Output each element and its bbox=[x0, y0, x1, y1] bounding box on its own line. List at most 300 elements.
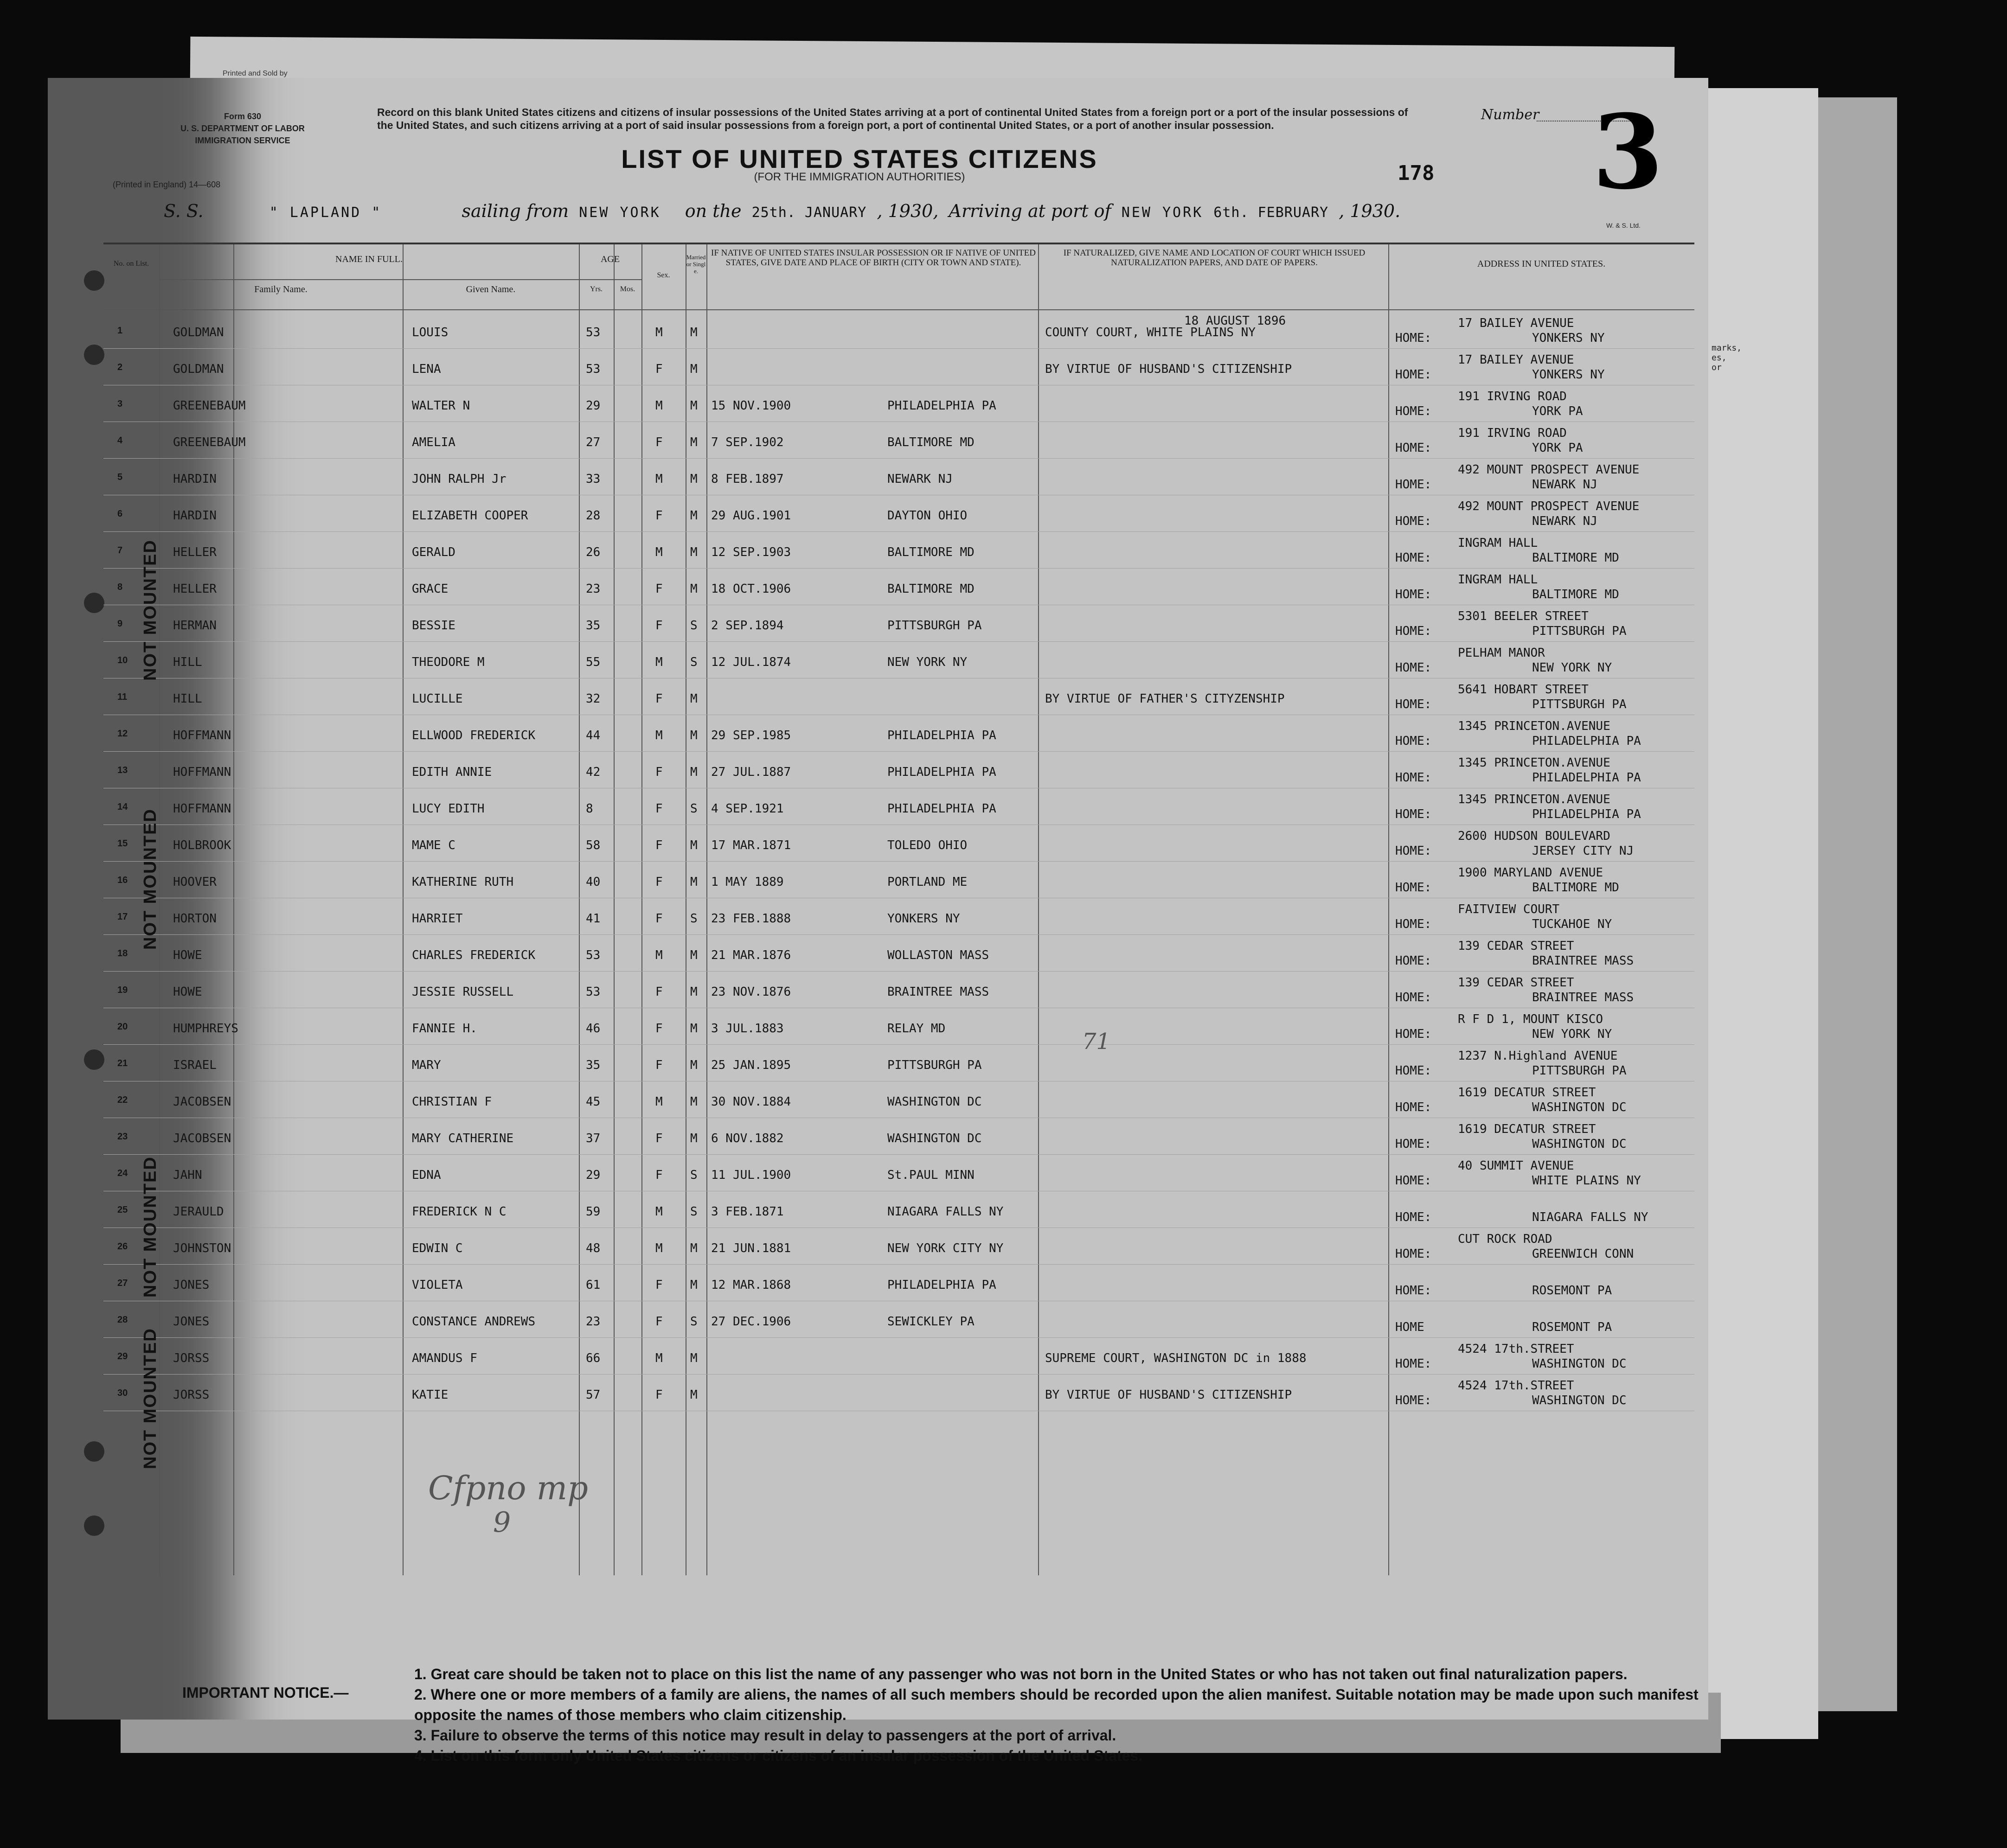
cell-bdate: 23 FEB.1888 bbox=[711, 912, 791, 926]
cell-given: MARY CATHERINE bbox=[412, 1132, 514, 1145]
cell-address-line1: INGRAM HALL bbox=[1458, 536, 1538, 550]
cell-address-line2: NEW YORK NY bbox=[1532, 1027, 1612, 1041]
table-row bbox=[103, 312, 1694, 349]
table-row bbox=[103, 788, 1694, 825]
cell-age: 42 bbox=[586, 765, 601, 779]
cell-address-line2: PITTSBURGH PA bbox=[1532, 1064, 1627, 1078]
header-name-in-full: NAME IN FULL. bbox=[335, 254, 403, 264]
cell-age: 8 bbox=[586, 802, 593, 816]
cell-given: MARY bbox=[412, 1058, 441, 1072]
cell-given: LUCY EDITH bbox=[412, 802, 485, 816]
header-naturalized: IF NATURALIZED, GIVE NAME AND LOCATION OF COURT WHICH ISSUED NATURALIZATION PAPERS, AND DATE OF PAPERS. bbox=[1063, 248, 1366, 268]
cell-sex: F bbox=[655, 692, 663, 706]
header-sex: Sex. bbox=[657, 271, 670, 279]
cell-given: FANNIE H. bbox=[412, 1022, 477, 1036]
cell-given: AMANDUS F bbox=[412, 1351, 477, 1365]
binder-hole bbox=[84, 1515, 104, 1536]
cell-bdate: 25 JAN.1895 bbox=[711, 1058, 791, 1072]
cell-address-line2: BRAINTREE MASS bbox=[1532, 954, 1634, 968]
cell-bdate: 1 MAY 1889 bbox=[711, 875, 784, 889]
cell-home-label: HOME: bbox=[1395, 1284, 1432, 1298]
cell-bplace: DAYTON OHIO bbox=[887, 509, 968, 523]
table-row bbox=[103, 825, 1694, 862]
cell-age: 53 bbox=[586, 326, 601, 339]
cell-given: LOUIS bbox=[412, 326, 449, 339]
cell-given: CHRISTIAN F bbox=[412, 1095, 492, 1109]
cell-address-line1: 139 CEDAR STREET bbox=[1458, 939, 1574, 953]
cell-age: 26 bbox=[586, 545, 601, 559]
binder-hole bbox=[84, 270, 104, 291]
binder-hole bbox=[84, 593, 104, 613]
handwritten-annotation: 9 bbox=[493, 1506, 511, 1539]
cell-address-line1: 5641 HOBART STREET bbox=[1458, 683, 1589, 697]
stamp-not-mounted: NOT MOUNTED bbox=[141, 1328, 160, 1469]
cell-address-line1: 1345 PRINCETON.AVENUE bbox=[1458, 719, 1610, 733]
cell-sex: M bbox=[655, 729, 663, 742]
cell-no: 29 bbox=[117, 1351, 128, 1362]
table-row bbox=[103, 1008, 1694, 1045]
cell-given: EDWIN C bbox=[412, 1241, 463, 1255]
cell-address-line1: 2600 HUDSON BOULEVARD bbox=[1458, 829, 1610, 843]
cell-bplace: RELAY MD bbox=[887, 1022, 946, 1036]
notice-label: IMPORTANT NOTICE.— bbox=[182, 1684, 349, 1701]
cell-address-line1: R F D 1, MOUNT KISCO bbox=[1458, 1012, 1603, 1026]
cell-family: HERMAN bbox=[173, 619, 217, 633]
cell-address-line1: INGRAM HALL bbox=[1458, 573, 1538, 587]
cell-bplace: PORTLAND ME bbox=[887, 875, 968, 889]
cell-bdate: 18 OCT.1906 bbox=[711, 582, 791, 596]
cell-home-label: HOME: bbox=[1395, 881, 1432, 895]
cell-nat: SUPREME COURT, WASHINGTON DC in 1888 bbox=[1045, 1351, 1307, 1365]
cell-given: HARRIET bbox=[412, 912, 463, 926]
cell-ms: M bbox=[690, 326, 698, 339]
cell-home-label: HOME: bbox=[1395, 991, 1432, 1004]
arrival-port: NEW YORK bbox=[1121, 205, 1204, 221]
cell-no: 24 bbox=[117, 1168, 128, 1178]
cell-no: 9 bbox=[117, 619, 123, 629]
cell-sex: M bbox=[655, 399, 663, 413]
cell-ms: M bbox=[690, 582, 698, 596]
cell-no: 23 bbox=[117, 1132, 128, 1142]
cell-address-line1: 191 IRVING ROAD bbox=[1458, 390, 1567, 403]
cell-home-label: HOME: bbox=[1395, 661, 1432, 675]
cell-family: HOFFMANN bbox=[173, 729, 231, 742]
table-row bbox=[103, 934, 1694, 972]
cell-address-line1: 1345 PRINCETON.AVENUE bbox=[1458, 756, 1610, 770]
cell-sex: M bbox=[655, 1095, 663, 1109]
cell-sex: F bbox=[655, 802, 663, 816]
cell-bplace: WASHINGTON DC bbox=[887, 1132, 982, 1145]
cell-age: 53 bbox=[586, 985, 601, 999]
cell-no: 20 bbox=[117, 1022, 128, 1032]
cell-no: 11 bbox=[117, 692, 128, 702]
cell-no: 16 bbox=[117, 875, 128, 885]
cell-address-line1: FAITVIEW COURT bbox=[1458, 902, 1560, 916]
table-row bbox=[103, 1374, 1694, 1411]
cell-family: JORSS bbox=[173, 1388, 210, 1402]
cell-age: 44 bbox=[586, 729, 601, 742]
cell-address-line2: YONKERS NY bbox=[1532, 368, 1605, 382]
cell-age: 23 bbox=[586, 1315, 601, 1329]
cell-age: 45 bbox=[586, 1095, 601, 1109]
table-row bbox=[103, 971, 1694, 1008]
cell-ms: S bbox=[690, 619, 698, 633]
cell-bdate: 12 JUL.1874 bbox=[711, 655, 791, 669]
cell-sex: F bbox=[655, 985, 663, 999]
cell-sex: F bbox=[655, 1315, 663, 1329]
cell-address-line2: NEW YORK NY bbox=[1532, 661, 1612, 675]
cell-address-line2: PHILADELPHIA PA bbox=[1532, 807, 1641, 821]
cell-bplace: PHILADELPHIA PA bbox=[887, 399, 996, 413]
table-row bbox=[103, 1081, 1694, 1118]
cell-given: GRACE bbox=[412, 582, 449, 596]
cell-bplace: PHILADELPHIA PA bbox=[887, 765, 996, 779]
cell-home-label: HOME: bbox=[1395, 734, 1432, 748]
cell-address-line1: 17 BAILEY AVENUE bbox=[1458, 353, 1574, 367]
ship-name: " LAPLAND " bbox=[269, 205, 382, 221]
cell-ms: M bbox=[690, 1388, 698, 1402]
cell-home-label: HOME: bbox=[1395, 697, 1432, 711]
handwritten-mark: 71 bbox=[1082, 1029, 1111, 1055]
cell-home-label: HOME: bbox=[1395, 1100, 1432, 1114]
binder-hole bbox=[84, 345, 104, 365]
cell-ms: S bbox=[690, 912, 698, 926]
header-mos: Mos. bbox=[620, 285, 635, 293]
cell-no: 8 bbox=[117, 582, 123, 592]
cell-home-label: HOME: bbox=[1395, 771, 1432, 785]
cell-address-line1: 5301 BEELER STREET bbox=[1458, 609, 1589, 623]
cell-age: 55 bbox=[586, 655, 601, 669]
cell-address-line1: 4524 17th.STREET bbox=[1458, 1379, 1574, 1393]
cell-address-line1: 492 MOUNT PROSPECT AVENUE bbox=[1458, 463, 1640, 477]
table-row bbox=[103, 1154, 1694, 1191]
cell-address-line2: JERSEY CITY NJ bbox=[1532, 844, 1634, 858]
cell-nat: COUNTY COURT, WHITE PLAINS NY bbox=[1045, 326, 1256, 339]
printed-sold-note: Printed and Sold by bbox=[223, 70, 288, 77]
cell-age: 58 bbox=[586, 838, 601, 852]
cell-no: 15 bbox=[117, 838, 128, 849]
table-row bbox=[103, 861, 1694, 898]
cell-ms: M bbox=[690, 1278, 698, 1292]
cell-sex: M bbox=[655, 948, 663, 962]
cell-given: CONSTANCE ANDREWS bbox=[412, 1315, 536, 1329]
table-row bbox=[103, 641, 1694, 678]
notice-item: 4. List on this form only United States citizens or citizens of an insular possession of the United States. bbox=[414, 1747, 1143, 1764]
cell-family: HOOVER bbox=[173, 875, 217, 889]
cell-no: 19 bbox=[117, 985, 128, 995]
cell-nat: BY VIRTUE OF FATHER'S CITYZENSHIP bbox=[1045, 692, 1285, 706]
header-birth: IF NATIVE OF UNITED STATES INSULAR POSSESSION OR IF NATIVE OF UNITED STATES, GIVE DATE AND PLACE OF BIRTH (CITY OR TOWN AND STATE). bbox=[711, 248, 1036, 268]
cell-address-line2: PITTSBURGH PA bbox=[1532, 697, 1627, 711]
cell-address-line2: PITTSBURGH PA bbox=[1532, 624, 1627, 638]
cell-bplace: PITTSBURGH PA bbox=[887, 1058, 982, 1072]
cell-address-line2: TUCKAHOE NY bbox=[1532, 917, 1612, 931]
cell-address-line2: WHITE PLAINS NY bbox=[1532, 1174, 1641, 1188]
table-row bbox=[103, 495, 1694, 532]
cell-ms: S bbox=[690, 802, 698, 816]
cell-bdate: 3 JUL.1883 bbox=[711, 1022, 784, 1036]
cell-address-line1: 139 CEDAR STREET bbox=[1458, 976, 1574, 990]
cell-bplace: St.PAUL MINN bbox=[887, 1168, 975, 1182]
cell-sex: M bbox=[655, 1241, 663, 1255]
cell-bplace: BRAINTREE MASS bbox=[887, 985, 989, 999]
sailing-line bbox=[164, 201, 1685, 221]
cell-sex: F bbox=[655, 1022, 663, 1036]
cell-sex: M bbox=[655, 655, 663, 669]
background-sheet-far-right bbox=[1818, 97, 1897, 1711]
cell-bdate: 7 SEP.1902 bbox=[711, 435, 784, 449]
header-rule bbox=[159, 279, 641, 280]
cell-bdate: 29 AUG.1901 bbox=[711, 509, 791, 523]
cell-ms: M bbox=[690, 1022, 698, 1036]
on-the-label: on the bbox=[685, 201, 742, 221]
header-yrs: Yrs. bbox=[590, 285, 603, 293]
cell-ms: M bbox=[690, 362, 698, 376]
cell-address-line2: NIAGARA FALLS NY bbox=[1532, 1210, 1648, 1224]
cell-sex: F bbox=[655, 619, 663, 633]
cell-sex: F bbox=[655, 1132, 663, 1145]
cell-address-line2: YORK PA bbox=[1532, 404, 1583, 418]
cell-no: 22 bbox=[117, 1095, 128, 1105]
cell-given: ELLWOOD FREDERICK bbox=[412, 729, 536, 742]
table-row bbox=[103, 1118, 1694, 1155]
table-row bbox=[103, 422, 1694, 459]
cell-bdate: 30 NOV.1884 bbox=[711, 1095, 791, 1109]
cell-home-label: HOME: bbox=[1395, 844, 1432, 858]
cell-address-line2: PHILADELPHIA PA bbox=[1532, 734, 1641, 748]
table-row bbox=[103, 678, 1694, 715]
cell-age: 66 bbox=[586, 1351, 601, 1365]
cell-bdate: 21 MAR.1876 bbox=[711, 948, 791, 962]
page-title: LIST OF UNITED STATES CITIZENS bbox=[621, 144, 1098, 173]
cell-bplace: BALTIMORE MD bbox=[887, 582, 975, 596]
cell-family: HOWE bbox=[173, 985, 202, 999]
cell-home-label: HOME: bbox=[1395, 1064, 1432, 1078]
cell-bplace: YONKERS NY bbox=[887, 912, 960, 926]
cell-ms: M bbox=[690, 545, 698, 559]
cell-family: HOFFMANN bbox=[173, 802, 231, 816]
cell-sex: M bbox=[655, 1205, 663, 1219]
passenger-table bbox=[103, 243, 1694, 1575]
cell-given: MAME C bbox=[412, 838, 455, 852]
cell-family: HARDIN bbox=[173, 509, 217, 523]
cell-address-line1: 1345 PRINCETON.AVENUE bbox=[1458, 793, 1610, 806]
cell-age: 35 bbox=[586, 1058, 601, 1072]
cell-given: LUCILLE bbox=[412, 692, 463, 706]
cell-address-line2: BALTIMORE MD bbox=[1532, 881, 1619, 895]
number-label: Number bbox=[1481, 107, 1539, 123]
cell-no: 6 bbox=[117, 509, 123, 519]
cell-sex: F bbox=[655, 838, 663, 852]
cell-bplace: PITTSBURGH PA bbox=[887, 619, 982, 633]
cell-home-label: HOME: bbox=[1395, 954, 1432, 968]
cell-address-line1: 40 SUMMIT AVENUE bbox=[1458, 1159, 1574, 1173]
ss-label: S. S. bbox=[164, 201, 204, 221]
record-instructions: Record on this blank United States citizens and citizens of insular possessions of the United States arriving at a port of continental United States from a foreign port or a port of the insular possessions of the United States, and such citizens arriving at a port of said insular possessions from a foreign port, a port of continental United States, or a port of another insular possession. bbox=[377, 106, 1408, 131]
cell-ms: M bbox=[690, 1095, 698, 1109]
notice-items bbox=[414, 1664, 1759, 1766]
notice-item: 1. Great care should be taken not to place on this list the name of any passenger who was not born in the United States or who has not taken out final naturalization papers. bbox=[414, 1666, 1628, 1682]
page-subtitle: (FOR THE IMMIGRATION AUTHORITIES) bbox=[754, 171, 965, 183]
table-row bbox=[103, 1301, 1694, 1338]
table-row bbox=[103, 1191, 1694, 1228]
cell-age: 61 bbox=[586, 1278, 601, 1292]
cell-family: JONES bbox=[173, 1315, 210, 1329]
cell-ms: S bbox=[690, 1205, 698, 1219]
cell-given: CHARLES FREDERICK bbox=[412, 948, 536, 962]
cell-given: JESSIE RUSSELL bbox=[412, 985, 514, 999]
cell-given: FREDERICK N C bbox=[412, 1205, 507, 1219]
header-family-name: Family Name. bbox=[254, 284, 308, 294]
cell-home-label: HOME bbox=[1395, 1320, 1424, 1334]
cell-age: 37 bbox=[586, 1132, 601, 1145]
cell-no: 10 bbox=[117, 655, 128, 665]
header-rule bbox=[103, 309, 1694, 310]
cell-no: 2 bbox=[117, 362, 123, 372]
cell-no: 5 bbox=[117, 472, 123, 482]
cell-address-line2: YONKERS NY bbox=[1532, 331, 1605, 345]
cell-sex: F bbox=[655, 509, 663, 523]
cell-given: THEODORE M bbox=[412, 655, 485, 669]
cell-given: LENA bbox=[412, 362, 441, 376]
cell-no: 30 bbox=[117, 1388, 128, 1398]
form-meta bbox=[141, 110, 345, 147]
cell-age: 28 bbox=[586, 509, 601, 523]
cell-bplace: WOLLASTON MASS bbox=[887, 948, 989, 962]
cell-age: 33 bbox=[586, 472, 601, 486]
cell-given: WALTER N bbox=[412, 399, 470, 413]
cell-age: 23 bbox=[586, 582, 601, 596]
manifest-sheet bbox=[48, 78, 1708, 1764]
cell-home-label: HOME: bbox=[1395, 1137, 1432, 1151]
cell-family: HELLER bbox=[173, 582, 217, 596]
cell-bplace: BALTIMORE MD bbox=[887, 545, 975, 559]
cell-sex: M bbox=[655, 326, 663, 339]
cell-home-label: HOME: bbox=[1395, 1027, 1432, 1041]
cell-family: GOLDMAN bbox=[173, 326, 224, 339]
cell-family: HARDIN bbox=[173, 472, 217, 486]
cell-home-label: HOME: bbox=[1395, 1247, 1432, 1261]
cell-address-line2: BRAINTREE MASS bbox=[1532, 991, 1634, 1004]
cell-family: HORTON bbox=[173, 912, 217, 926]
cell-family: JAHN bbox=[173, 1168, 202, 1182]
cell-ms: M bbox=[690, 472, 698, 486]
stamp-not-mounted: NOT MOUNTED bbox=[141, 1156, 160, 1298]
cell-no: 1 bbox=[117, 326, 123, 336]
table-row bbox=[103, 1264, 1694, 1301]
table-row bbox=[103, 605, 1694, 642]
cell-home-label: HOME: bbox=[1395, 917, 1432, 931]
cell-sex: F bbox=[655, 1058, 663, 1072]
cell-bdate: 2 SEP.1894 bbox=[711, 619, 784, 633]
cell-bdate: 6 NOV.1882 bbox=[711, 1132, 784, 1145]
cell-bdate: 12 MAR.1868 bbox=[711, 1278, 791, 1292]
cell-family: JACOBSEN bbox=[173, 1095, 231, 1109]
cell-address-line1: 1237 N.Highland AVENUE bbox=[1458, 1049, 1618, 1063]
cell-no: 14 bbox=[117, 802, 128, 812]
cell-home-label: HOME: bbox=[1395, 624, 1432, 638]
list-number: 3 bbox=[1592, 92, 1664, 212]
background-sheet-right bbox=[1698, 88, 1818, 1739]
cell-bplace: PHILADELPHIA PA bbox=[887, 1278, 996, 1292]
cell-sex: F bbox=[655, 765, 663, 779]
cell-ms: S bbox=[690, 655, 698, 669]
cell-age: 32 bbox=[586, 692, 601, 706]
cell-family: ISRAEL bbox=[173, 1058, 217, 1072]
table-row bbox=[103, 1337, 1694, 1375]
cell-home-label: HOME: bbox=[1395, 1174, 1432, 1188]
cell-bplace: BALTIMORE MD bbox=[887, 435, 975, 449]
cell-ms: M bbox=[690, 1241, 698, 1255]
cell-given: GERALD bbox=[412, 545, 455, 559]
cell-family: HELLER bbox=[173, 545, 217, 559]
cell-no: 28 bbox=[117, 1315, 128, 1325]
cell-given: ELIZABETH COOPER bbox=[412, 509, 528, 523]
cell-sex: F bbox=[655, 435, 663, 449]
cell-family: JOHNSTON bbox=[173, 1241, 231, 1255]
cell-address-line1: 1619 DECATUR STREET bbox=[1458, 1086, 1596, 1100]
cell-bplace: NEW YORK NY bbox=[887, 655, 968, 669]
cell-bplace: TOLEDO OHIO bbox=[887, 838, 968, 852]
cell-no: 27 bbox=[117, 1278, 128, 1288]
cell-given: EDITH ANNIE bbox=[412, 765, 492, 779]
cell-no: 13 bbox=[117, 765, 128, 775]
cell-no: 7 bbox=[117, 545, 123, 556]
cell-given: BESSIE bbox=[412, 619, 455, 633]
cell-age: 57 bbox=[586, 1388, 601, 1402]
cell-given: JOHN RALPH Jr bbox=[412, 472, 507, 486]
cell-ms: M bbox=[690, 838, 698, 852]
cell-no: 26 bbox=[117, 1241, 128, 1252]
cell-bdate: 4 SEP.1921 bbox=[711, 802, 784, 816]
cell-nat: BY VIRTUE OF HUSBAND'S CITIZENSHIP bbox=[1045, 362, 1292, 376]
cell-address-line2: WASHINGTON DC bbox=[1532, 1357, 1627, 1371]
cell-sex: F bbox=[655, 362, 663, 376]
cell-sex: F bbox=[655, 1278, 663, 1292]
cell-sex: F bbox=[655, 1388, 663, 1402]
service: IMMIGRATION SERVICE bbox=[195, 136, 290, 145]
cell-home-label: HOME: bbox=[1395, 551, 1432, 565]
cell-ms: M bbox=[690, 729, 698, 742]
cell-address-line1: PELHAM MANOR bbox=[1458, 646, 1545, 660]
cell-ms: M bbox=[690, 948, 698, 962]
cell-ms: M bbox=[690, 765, 698, 779]
cell-age: 41 bbox=[586, 912, 601, 926]
cell-sex: F bbox=[655, 582, 663, 596]
cell-address-line1: 1900 MARYLAND AVENUE bbox=[1458, 866, 1603, 880]
cell-home-label: HOME: bbox=[1395, 1210, 1432, 1224]
cell-family: HILL bbox=[173, 692, 202, 706]
binder-hole bbox=[84, 1049, 104, 1070]
table-row bbox=[103, 898, 1694, 935]
cell-age: 53 bbox=[586, 948, 601, 962]
cell-ms: S bbox=[690, 1168, 698, 1182]
cell-address-line2: WASHINGTON DC bbox=[1532, 1100, 1627, 1114]
cell-age: 35 bbox=[586, 619, 601, 633]
header-address: ADDRESS IN UNITED STATES. bbox=[1477, 259, 1606, 269]
stamp-not-mounted: NOT MOUNTED bbox=[141, 808, 160, 950]
cell-ms: M bbox=[690, 985, 698, 999]
cell-bdate: 23 NOV.1876 bbox=[711, 985, 791, 999]
cell-ms: M bbox=[690, 1058, 698, 1072]
cell-age: 46 bbox=[586, 1022, 601, 1036]
cell-address-line1: 492 MOUNT PROSPECT AVENUE bbox=[1458, 499, 1640, 513]
cell-home-label: HOME: bbox=[1395, 807, 1432, 821]
cell-ms: M bbox=[690, 435, 698, 449]
cell-bplace: WASHINGTON DC bbox=[887, 1095, 982, 1109]
cell-given: KATHERINE RUTH bbox=[412, 875, 514, 889]
cell-ms: M bbox=[690, 692, 698, 706]
